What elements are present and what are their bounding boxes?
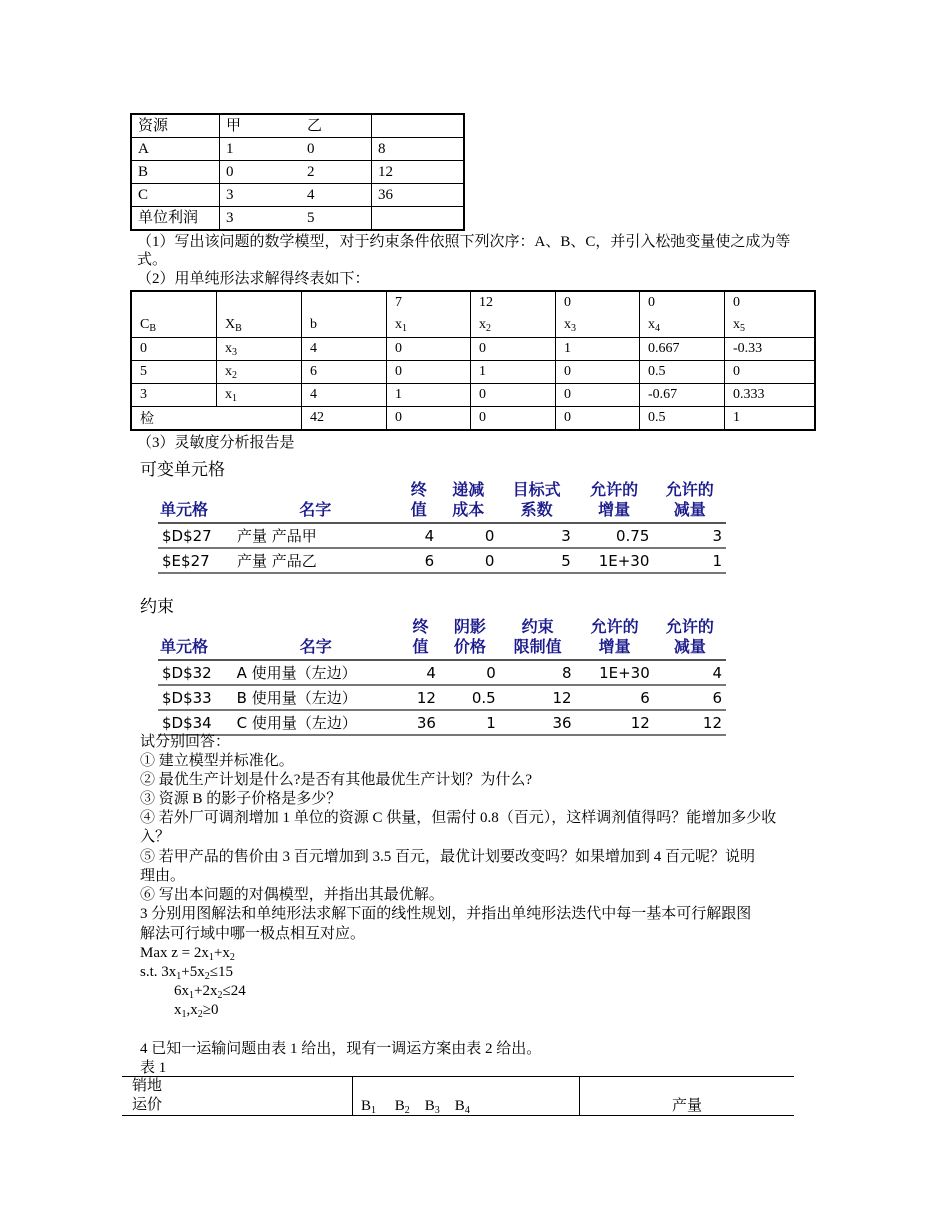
table-cell: 6 [399, 548, 438, 573]
table-header-row [122, 1077, 794, 1116]
corner-cell [122, 1077, 353, 1116]
corner-top-label: 销地 [132, 1078, 163, 1094]
report-constraints [140, 592, 730, 736]
question-2-line: （2）用单纯形法求解得终表如下： [137, 271, 370, 287]
table-cell: 0 [725, 361, 816, 384]
report-header: 名字 [231, 617, 401, 660]
table-header-row [131, 291, 815, 338]
table-row [158, 685, 726, 710]
table-cell: 3 [220, 184, 302, 207]
problem-3-line: 解法可行域中哪一极点相互对应。 [140, 926, 366, 942]
table-cell: 1 [556, 338, 640, 361]
table-cell: 3 [131, 384, 217, 407]
table-cell: 3 [220, 207, 302, 231]
check-label: 检 [131, 407, 302, 431]
table-cell: 0 [220, 161, 302, 184]
table-row [158, 548, 726, 573]
table-cell: 42 [302, 407, 387, 431]
table-cell: A 使用量（左边） [231, 660, 401, 685]
report-table [158, 617, 726, 736]
cj-value: 0 [648, 295, 655, 310]
table-cell: 0 [301, 138, 372, 161]
table-cell: 5 [498, 548, 574, 573]
table-cell: 0 [471, 407, 556, 431]
table-cell: 0.5 [640, 361, 725, 384]
check-row [131, 407, 815, 431]
table-cell: $D$34 [158, 710, 231, 735]
lp-nonneg: $x_1,x_2\ge 0$ [174, 1002, 219, 1020]
table-cell: C 使用量（左边） [231, 710, 401, 735]
simplex-final-table [130, 290, 816, 431]
table-row [131, 161, 464, 184]
table-cell: $x_3$ [217, 338, 302, 361]
cj-value: 0 [733, 295, 740, 310]
table-cell: 1 [440, 710, 500, 735]
table-cell: $D$32 [158, 660, 231, 685]
report-header: 单元格 [158, 480, 231, 523]
table-cell: 4 [302, 384, 387, 407]
report-header-row [158, 617, 726, 660]
output-header: 产量 [580, 1077, 795, 1116]
table-cell: 36 [372, 184, 465, 207]
question-item: ③ 资源 B 的影子价格是多少？ [140, 791, 342, 807]
table-cell: $D$33 [158, 685, 231, 710]
table-cell: 1E+30 [575, 548, 654, 573]
var-header: $x_3$ [564, 317, 576, 334]
report-header: 名字 [231, 480, 400, 523]
table-cell: 单位利润 [131, 207, 220, 231]
table-cell: 36 [401, 710, 440, 735]
table-cell: 0.75 [575, 523, 654, 548]
question-item: ⑤ 若甲产品的售价由 3 百元增加到 3.5 百元，最优计划要改变吗？如果增加到 4 百元呢？说明 [140, 849, 756, 865]
table-cell: $x_1$ [217, 384, 302, 407]
table-row [131, 114, 464, 138]
table-cell: 3 [653, 523, 726, 548]
var-header: $x_4$ [648, 317, 660, 334]
table-cell: 4 [399, 523, 438, 548]
table-cell: 0.667 [640, 338, 725, 361]
table-cell: 0 [471, 338, 556, 361]
table-row [131, 184, 464, 207]
cj-value: 12 [479, 295, 493, 310]
table-cell: 资源 [131, 114, 220, 138]
report-title: 约束 [140, 597, 174, 617]
dest-b2: $B_2$ [394, 1098, 410, 1116]
report-header: 递减 成本 [438, 480, 498, 523]
table-cell: 1 [220, 138, 302, 161]
dest-b4: $B_4$ [454, 1098, 470, 1116]
resource-table [130, 113, 465, 231]
b-header: b [310, 317, 317, 332]
question-item: ④ 若外厂可调剂增加 1 单位的资源 C 供量，但需付 0.8（百元），这样调剂值得吗？能增加多少收 [140, 810, 777, 826]
report-title: 可变单元格 [140, 460, 225, 480]
var-header: $x_1$ [395, 317, 407, 334]
table-cell: $D$27 [158, 523, 231, 548]
var-header: $x_2$ [479, 317, 491, 334]
report-header: 允许的 减量 [653, 480, 726, 523]
table-cell: -0.33 [725, 338, 816, 361]
table-cell: 2 [301, 161, 372, 184]
table-cell: 8 [500, 660, 576, 685]
table-cell: -0.67 [640, 384, 725, 407]
question-3-line: （3）灵敏度分析报告是 [137, 435, 295, 451]
table-cell: 1 [471, 361, 556, 384]
table-cell: 6 [576, 685, 654, 710]
table-cell: 0 [438, 523, 498, 548]
table-cell: 4 [401, 660, 440, 685]
lp-constraint-2: $6x_1+2x_2\le 24$ [174, 983, 246, 1001]
xb-header: $X_B$ [225, 317, 242, 334]
table-cell: 0 [556, 407, 640, 431]
report-header: 允许的 增量 [576, 617, 654, 660]
table-row [131, 207, 464, 231]
report-table [158, 480, 726, 574]
table-cell: 甲 [220, 114, 302, 138]
table-cell: $E$27 [158, 548, 231, 573]
destinations-cell [353, 1077, 580, 1116]
lp-constraint-1: s.t. $3x_1+5x_2\le 15$ [140, 964, 233, 982]
cj-value: 7 [395, 295, 402, 310]
table-cell: 4 [302, 338, 387, 361]
report-header: 终 值 [399, 480, 438, 523]
table-cell: 0 [131, 338, 217, 361]
table-cell: 1 [387, 384, 471, 407]
table-row [158, 660, 726, 685]
report-header: 阴影 价格 [440, 617, 500, 660]
table-cell: 12 [654, 710, 726, 735]
table-cell: 乙 [301, 114, 372, 138]
table-cell: 12 [372, 161, 465, 184]
report-header: 目标式 系数 [498, 480, 574, 523]
table-row [131, 138, 464, 161]
table-cell: 4 [301, 184, 372, 207]
table-cell: B 使用量（左边） [231, 685, 401, 710]
cj-value: 0 [564, 295, 571, 310]
table-row [158, 523, 726, 548]
table-cell: A [131, 138, 220, 161]
table-cell: 0 [387, 407, 471, 431]
table-cell: 产量 产品乙 [231, 548, 400, 573]
table-row [131, 384, 815, 407]
table-cell: 12 [500, 685, 576, 710]
table-cell: 产量 产品甲 [231, 523, 400, 548]
table-cell: 4 [654, 660, 726, 685]
table-row [131, 338, 815, 361]
questions-intro: 试分别回答： [140, 734, 231, 750]
table-cell: 3 [498, 523, 574, 548]
table-cell: 0 [556, 361, 640, 384]
table-row [158, 710, 726, 735]
report-variable-cells [140, 455, 730, 574]
cb-header: $C_B$ [140, 317, 157, 334]
table-cell: 36 [500, 710, 576, 735]
report-header: 约束 限制值 [500, 617, 576, 660]
table-cell: 1 [725, 407, 816, 431]
table-cell [372, 114, 465, 138]
table-row [131, 361, 815, 384]
table-cell: 12 [401, 685, 440, 710]
question-item: 入？ [140, 829, 171, 845]
question-item: ① 建立模型并标准化。 [140, 753, 294, 769]
table-cell: B [131, 161, 220, 184]
table-label: 表 1 [140, 1060, 167, 1076]
question-1-line-cont: 式。 [137, 252, 168, 268]
table-cell: 1E+30 [576, 660, 654, 685]
table-cell: $x_2$ [217, 361, 302, 384]
table-cell: 5 [131, 361, 217, 384]
table-cell: 12 [576, 710, 654, 735]
var-header: $x_5$ [733, 317, 745, 334]
report-header: 单元格 [158, 617, 231, 660]
table-cell: 8 [372, 138, 465, 161]
table-cell: 6 [302, 361, 387, 384]
table-cell: 0.5 [440, 685, 500, 710]
question-item: 理由。 [140, 868, 186, 884]
question-1-line: （1）写出该问题的数学模型，对于约束条件依照下列次序：A、B、C，并引入松弛变量使之成为等 [137, 234, 791, 250]
table-cell: 0 [471, 384, 556, 407]
report-header: 允许的 增量 [575, 480, 654, 523]
table-cell: 0 [440, 660, 500, 685]
table-cell: 0.333 [725, 384, 816, 407]
problem-4-line: 4 已知一运输问题由表 1 给出，现有一调运方案由表 2 给出。 [140, 1041, 542, 1057]
lp-objective: Max $z = 2x_1+x_2$ [140, 945, 235, 963]
dest-b1: $B_1$ [361, 1098, 377, 1116]
table-cell: 5 [301, 207, 372, 231]
dest-b3: $B_3$ [424, 1098, 440, 1116]
table-cell: 0 [556, 384, 640, 407]
report-header: 终 值 [401, 617, 440, 660]
corner-bottom-label: 运价 [132, 1097, 163, 1113]
table-cell: 0 [387, 338, 471, 361]
question-item: ② 最优生产计划是什么?是否有其他最优生产计划？为什么? [140, 772, 533, 788]
table-cell: C [131, 184, 220, 207]
report-header: 允许的 减量 [654, 617, 726, 660]
table-cell: 6 [654, 685, 726, 710]
table-cell: 1 [653, 548, 726, 573]
table-cell: 0 [438, 548, 498, 573]
transport-table [122, 1076, 794, 1116]
problem-3-line: 3 分别用图解法和单纯形法求解下面的线性规划，并指出单纯形法迭代中每一基本可行解跟图 [140, 906, 752, 922]
question-item: ⑥ 写出本问题的对偶模型，并指出其最优解。 [140, 887, 444, 903]
report-header-row [158, 480, 726, 523]
table-cell [372, 207, 465, 231]
table-cell: 0 [387, 361, 471, 384]
table-cell: 0.5 [640, 407, 725, 431]
